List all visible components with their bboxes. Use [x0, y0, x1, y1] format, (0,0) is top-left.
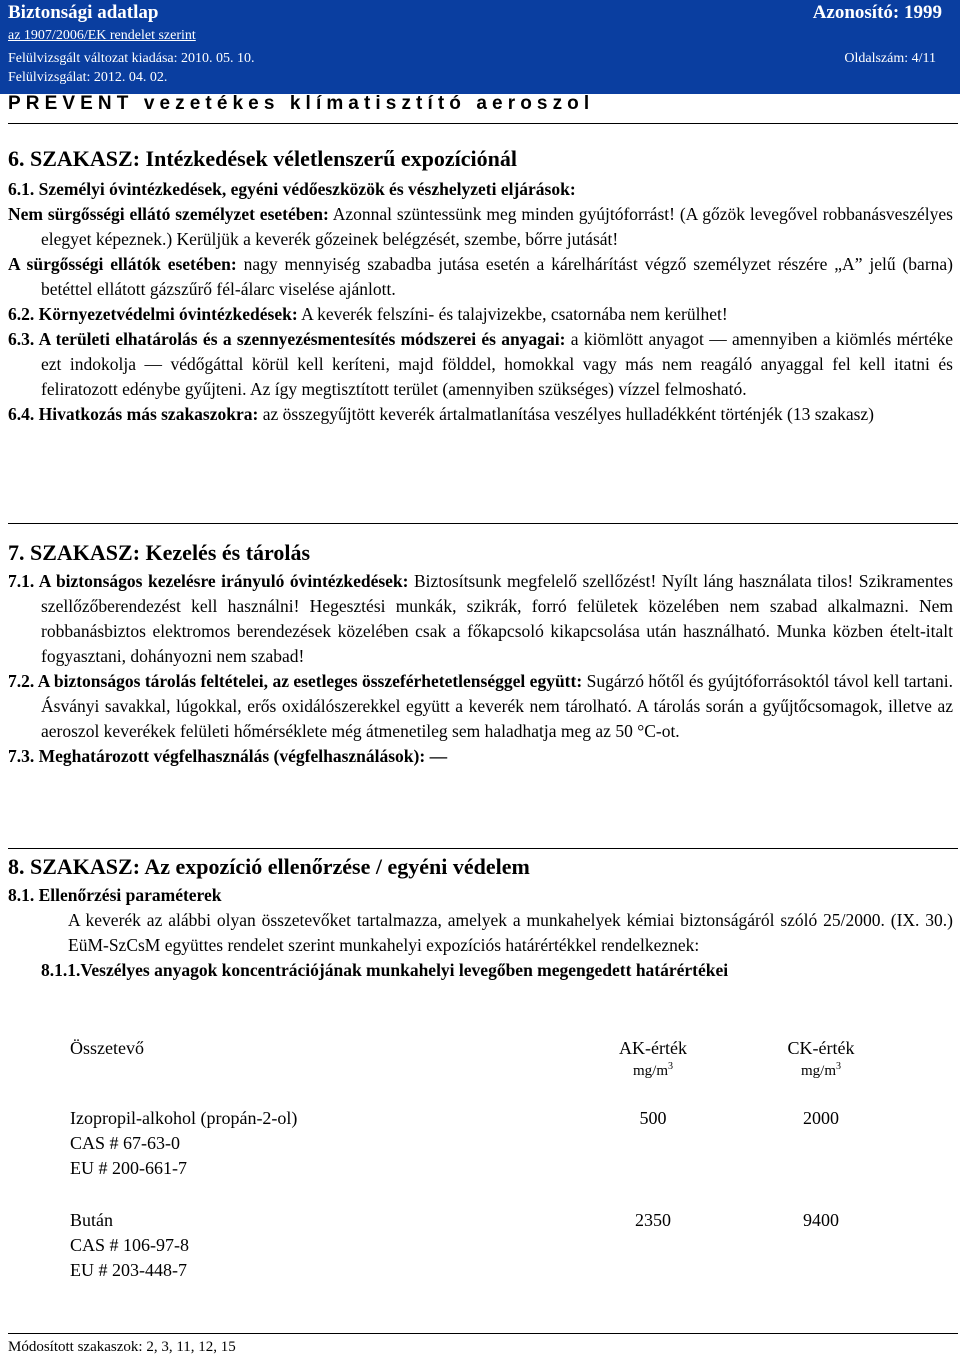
- table-row-2-cas: CAS # 106-97-8: [70, 1235, 190, 1255]
- section-6-2: [8, 302, 953, 327]
- table-row-1-eu: EU # 200-661-7: [70, 1158, 187, 1178]
- section-6-3: [8, 327, 953, 402]
- section-8-1-text: A keverék az alábbi olyan összetevőket tartalmazza, amelyek a munkahelyek kémiai biztonságáról szóló 25/2000. (IX. 30.) EüM-SzCsM együttes rendelet szerint munkahelyi expozíciós határértékkel rendelkeznek:: [68, 910, 953, 955]
- table-row-2-name: Bután: [70, 1210, 113, 1230]
- section-6-3-text: a kiömlött anyagot — amennyiben a kiömlés mértéke ezt indokolja — védőgáttal körül kell keríteni, majd földdel, homokkal vagy más nem reagáló anyaggal fel kell itatni és feliratozott edénybe gyűjteni. Az így megtisztított terület (amennyiben szükséges) vízzel felmosható.: [41, 329, 953, 399]
- document-id: Azonosító: 1999: [812, 2, 942, 23]
- section-6-4-text: az összegyűjtött keverék ártalmatlanítása veszélyes hulladékként történjék (13 szakasz): [262, 404, 874, 424]
- table-row-2-ak: 2350: [635, 1210, 671, 1230]
- page-number: Oldalszám: 4/11: [844, 51, 936, 66]
- section-6-body: [8, 177, 953, 427]
- section-6-2-label: 6.2. Környezetvédelmi óvintézkedések:: [8, 304, 298, 324]
- product-name: PREVENT vezetékes klímatisztító aeroszol: [8, 93, 595, 114]
- section-6-1-emergency: [8, 252, 953, 302]
- table-row-1-ck: 2000: [803, 1108, 839, 1128]
- section-7-1-label: 7.1. A biztonságos kezelésre irányuló óvintézkedések:: [8, 571, 409, 591]
- document-title: Biztonsági adatlap: [8, 2, 159, 23]
- table-row-1-name: Izopropil-alkohol (propán-2-ol): [70, 1108, 298, 1128]
- section-7-2: [8, 669, 953, 744]
- section-6-divider: [8, 523, 958, 524]
- section-6-4: [8, 402, 953, 427]
- section-8-title: 8. SZAKASZ: Az expozíció ellenőrzése / egyéni védelem: [8, 854, 530, 879]
- section-8-1-heading: 8.1. Ellenőrzési paraméterek: [8, 885, 222, 905]
- section-6-1-heading: 6.1. Személyi óvintézkedések, egyéni védőeszközök és vészhelyzeti eljárások:: [8, 179, 576, 199]
- section-6-title: 6. SZAKASZ: Intézkedések véletlenszerű expozíciónál: [8, 146, 518, 171]
- table-header-ck: CK-érték: [787, 1038, 855, 1058]
- section-8-body: [8, 883, 953, 983]
- section-8-1-1-heading: 8.1.1.Veszélyes anyagok koncentrációjának munkahelyi levegőben megengedett határértékei: [41, 960, 729, 980]
- revision-date: Felülvizsgálat: 2012. 04. 02.: [8, 70, 168, 85]
- table-row-2-ck: 9400: [803, 1210, 839, 1230]
- emergency-text: nagy mennyiség szabadba jutása esetén a kárelhárítást végző személyzet részére „A” jelű (barna) betéttel ellátott gázszűrő fél-álarc viselése ajánlott.: [41, 254, 953, 299]
- section-6-4-label: 6.4. Hivatkozás más szakaszokra:: [8, 404, 259, 424]
- regulation-link[interactable]: az 1907/2006/EK rendelet szerint: [8, 28, 196, 43]
- revision-issue: Felülvizsgált változat kiadása: 2010. 05. 10.: [8, 51, 255, 66]
- section-7-3: 7.3. Meghatározott végfelhasználás (végfelhasználások): —: [8, 746, 448, 766]
- section-6-1-non-emergency: [8, 202, 953, 252]
- non-emergency-label: Nem sürgősségi ellátó személyzet esetében:: [8, 204, 329, 224]
- table-row-1-cas: CAS # 67-63-0: [70, 1133, 181, 1153]
- table-header-component: Összetevő: [70, 1038, 144, 1058]
- footer-divider: [8, 1333, 958, 1334]
- footer-modified-sections: Módosított szakaszok: 2, 3, 11, 12, 15: [8, 1339, 236, 1355]
- section-7-title: 7. SZAKASZ: Kezelés és tárolás: [8, 540, 311, 565]
- header-divider: [8, 123, 958, 124]
- emergency-label: A sürgősségi ellátók esetében:: [8, 254, 237, 274]
- table-unit-ak: $mg/m^3$: [632, 1061, 673, 1079]
- table-row-2-eu: EU # 203-448-7: [70, 1260, 187, 1280]
- section-6-2-text: A keverék felszíni- és talajvizekbe, csatornába nem kerülhet!: [301, 304, 728, 324]
- section-7-2-label: 7.2. A biztonságos tárolás feltételei, az esetleges összeférhetetlenséggel együtt:: [8, 671, 583, 691]
- section-6-3-label: 6.3. A területi elhatárolás és a szennyezésmentesítés módszerei és anyagai:: [8, 329, 566, 349]
- table-header-ak: AK-érték: [619, 1038, 687, 1058]
- non-emergency-text: Azonnal szüntessünk meg minden gyújtóforrást! (A gőzök levegővel robbanásveszélyes elegyet képeznek.) Kerüljük a keverék gőzeinek belégzését, szembe, bőrre jutását!: [41, 204, 953, 249]
- section-7-1-text: Biztosítsunk megfelelő szellőzést! Nyílt láng használata tilos! Szikramentes szellőzőberendezést kell használni! Hegesztési munkák, szikrák, forró felületek közelében nem szabad alkalmazni. Nem robbanásbiztos elektromos berendezések közelében csak a főkapcsoló kikapcsolása után használható. Munka közben ételt-italt fogyasztani, dohányozni nem szabad!: [41, 571, 954, 666]
- table-row-1-ak: 500: [639, 1108, 667, 1128]
- section-7-body: [8, 569, 953, 769]
- section-7-divider: [8, 848, 958, 849]
- section-7-1: [8, 569, 953, 669]
- table-unit-ck: $mg/m^3$: [800, 1061, 841, 1079]
- section-7-2-text: Sugárzó hőtől és gyújtóforrásoktól távol kell tartani. Ásványi savakkal, lúgokkal, erős oxidálószerekkel együtt a keverék nem tárolható. A tárolás során a gyűjtőcsomagok, illetve az aeroszol keverékek felületi hőmérséklete még átmenetileg sem haladhatja meg az 50 °C-ot.: [41, 671, 954, 741]
